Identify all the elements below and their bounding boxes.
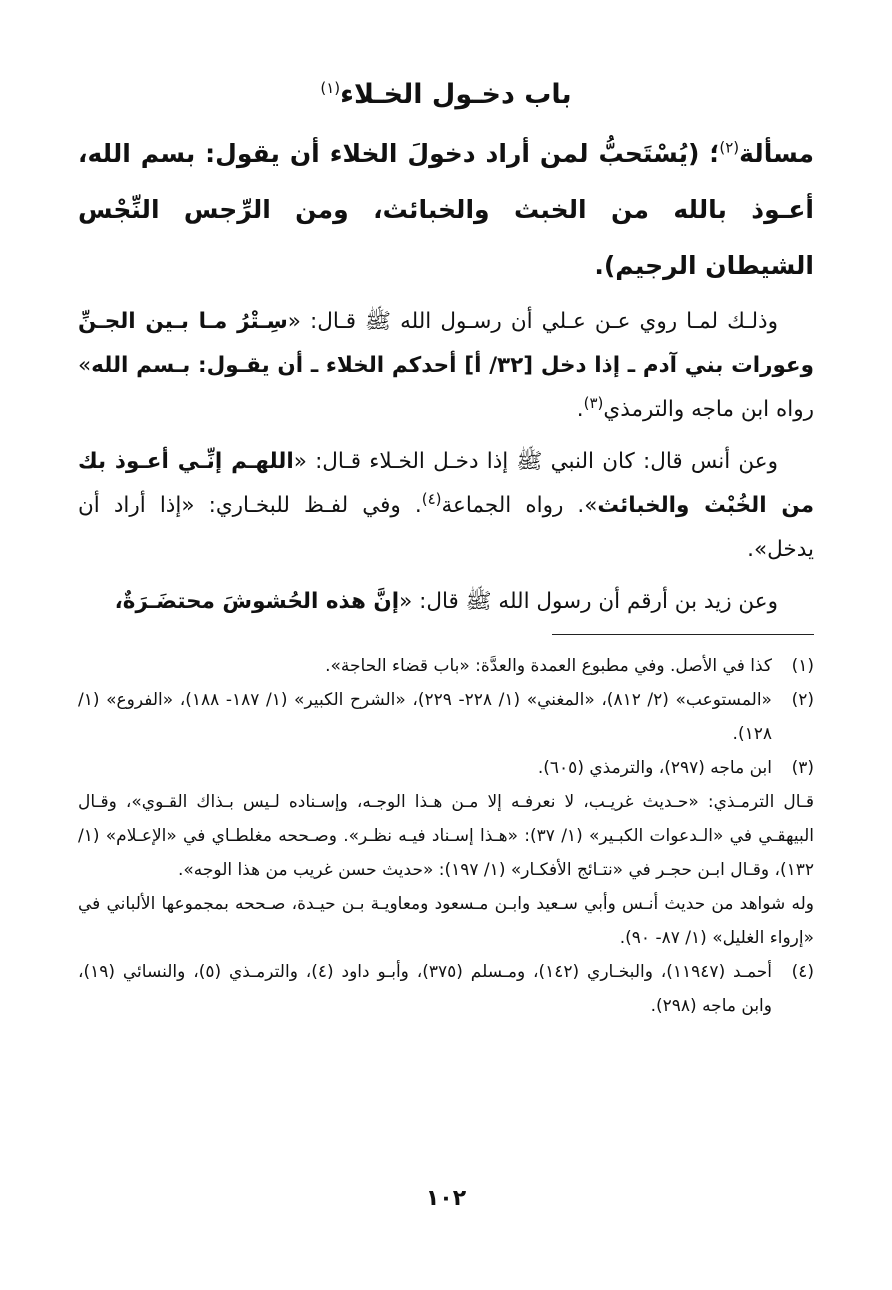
chapter-title xyxy=(78,70,814,120)
chapter-title-text: باب دخـول الخـلاء xyxy=(340,79,572,110)
paragraph-ali-hadith xyxy=(78,300,814,432)
footnote-number: (٢) xyxy=(791,690,814,710)
paragraph-text: » رواه ابن ماجه والترمذي xyxy=(78,353,814,422)
footnote-text: «المستوعب» (٢/ ٨١٢)، «المغني» (١/ ٢٢٨- ٢٢٩)، «الشرح الكبير» (١/ ١٨٧- ١٨٨)، «الفروع» (١/ ١٢٨). xyxy=(78,690,772,744)
paragraph-text: ». رواه الجماعة xyxy=(441,493,598,518)
paragraph-zaid-hadith xyxy=(78,580,814,624)
footnote-text: كذا في الأصل. وفي مطبوع العمدة والعدَّة: «باب قضاء الحاجة». xyxy=(325,656,772,676)
hadith-text: سِـتْرُ مـا بـين الجـنِّ وعورات بني آدم ـ إذا دخل [٣٢/ أ] أحدكم الخلاء ـ أن يقـول: بـسم الله xyxy=(78,309,814,378)
page-number: ١٠٢ xyxy=(425,1186,467,1211)
issue-paragraph xyxy=(78,126,814,294)
footnote-divider xyxy=(552,634,814,635)
footnote-number: (١) xyxy=(791,656,814,676)
footnote-number: (٤) xyxy=(791,962,814,982)
footnote-2 xyxy=(78,683,814,751)
footnote-text: ابن ماجه (٢٩٧)، والترمذي (٦٠٥). xyxy=(537,758,772,778)
footnote-3-shawahid: وله شواهد من حديث أنـس وأبي سـعيد وابـن مـسعود ومعاويـة بـن حيـدة، صـححه بمجموعها الألباني في «إرواء الغليل» (١/ ٨٧- ٩٠). xyxy=(78,894,814,948)
footnote-3 xyxy=(78,751,814,785)
paragraph-anas-hadith xyxy=(78,440,814,572)
footnote-4 xyxy=(78,955,814,1023)
paragraph-text: وعن أنس قال: كان النبي ﷺ إذا دخـل الخـلاء قـال: « xyxy=(293,449,779,474)
footnote-1 xyxy=(78,649,814,683)
footnote-ref: (٣) xyxy=(583,393,604,412)
footnote-text: أحمـد (١١٩٤٧)، والبخـاري (١٤٢)، ومـسلم (٣٧٥)، وأبـو داود (٤)، والترمـذي (٥)، والنسائي (١٩)، وابن ماجه (٢٩٨). xyxy=(78,962,773,1016)
paragraph-text: . وفي لفـظ للبخـاري: «إذا أراد أن يدخل». xyxy=(78,493,814,562)
footnote-ref: (١) xyxy=(320,79,341,97)
hadith-text: اللهـم إنِّـي أعـوذ بك من الخُبْث والخبائث xyxy=(78,449,815,518)
footnote-3-commentary: قـال الترمـذي: «حـديث غريـب، لا نعرفـه إلا مـن هـذا الوجـه، وإسـناده لـيس بـذاك القـوي»، وقـال البيهقـي في «الـدعوات الكبـير» (١/ ٣٧): «هـذا إسـناد فيـه نظـر». وصـححه مغلطـاي في «الإعـلام» (١/ ١٣٢)، وقـال ابـن حجـر في «نتـائج الأفكـار» (١/ ١٩٧): «حديث حسن غريب من هذا الوجه». xyxy=(78,792,814,880)
issue-text: ؛ (يُسْتَحبُّ لمن أراد دخولَ الخلاء أن يقول: بسم الله، أعـوذ بالله من الخبث والخبائث، ومن الرِّجس النِّجْس الشيطان الرجيم). xyxy=(78,139,814,280)
paragraph-text: وذلـك لمـا روي عـن عـلي أن رسـول الله ﷺ قـال: « xyxy=(287,309,779,334)
paragraph-text: وعن زيد بن أرقم أن رسول الله ﷺ قال: « xyxy=(399,589,778,614)
issue-label: مسألة xyxy=(739,139,814,168)
footnote-ref: (٢) xyxy=(719,138,740,157)
footnote-ref: (٤) xyxy=(421,489,442,508)
footnote-number: (٣) xyxy=(791,758,814,778)
page-content xyxy=(78,70,814,1023)
footnotes xyxy=(78,649,814,1023)
paragraph-text: . xyxy=(576,397,584,422)
hadith-text: إنَّ هذه الحُشوشَ محتضَـرَةٌ، xyxy=(114,589,400,614)
